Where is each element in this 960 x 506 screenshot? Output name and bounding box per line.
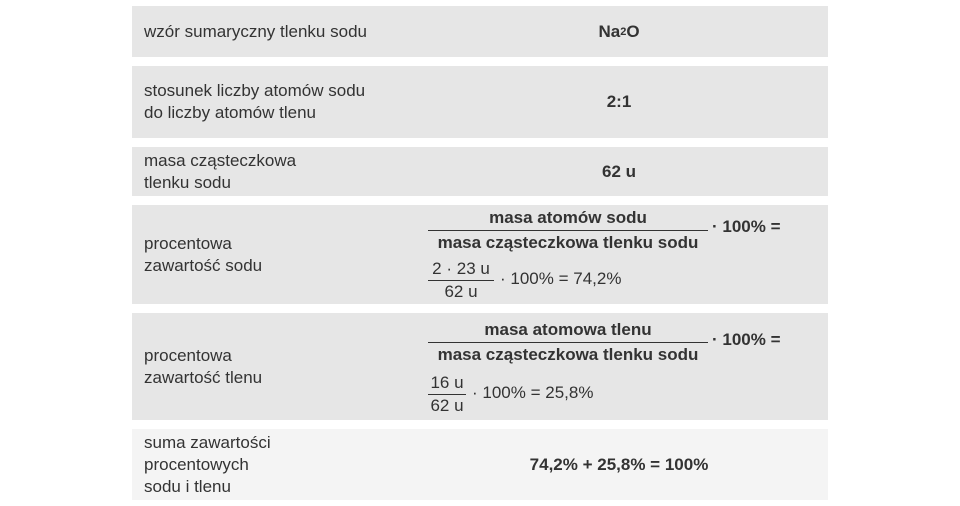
calc-numerator: 2 · 23 u xyxy=(432,259,490,278)
calculation-fraction xyxy=(428,259,494,302)
sodium-percentage-formula xyxy=(428,205,828,304)
table-row-ratio xyxy=(132,66,828,138)
fraction-bar xyxy=(428,230,708,231)
row-label xyxy=(144,313,404,420)
times-hundred-percent: · 100% = xyxy=(712,217,781,236)
row-label-line: sodu i tlenu xyxy=(144,476,231,496)
table-row-molecular-mass xyxy=(132,147,828,196)
row-label xyxy=(144,205,404,304)
table-row-sum xyxy=(132,429,828,500)
table-row-formula xyxy=(132,6,828,57)
row-label-line: procentowych xyxy=(144,454,249,474)
row-label xyxy=(144,147,404,196)
fraction-bar xyxy=(428,342,708,343)
row-label xyxy=(144,429,404,500)
row-label xyxy=(144,6,404,57)
row-label-line: wzór sumaryczny tlenku sodu xyxy=(144,21,367,41)
fraction-numerator: masa atomów sodu xyxy=(489,208,647,227)
calc-result: · 100% = 74,2% xyxy=(500,269,622,288)
row-label-line: zawartość sodu xyxy=(144,255,263,275)
row-label-line: do liczby atomów tlenu xyxy=(144,103,316,122)
row-label-line: tlenku sodu xyxy=(144,172,231,192)
calc-denominator: 62 u xyxy=(430,396,464,415)
definition-fraction xyxy=(428,319,708,366)
formula-base: Na xyxy=(598,21,621,41)
times-hundred-percent: · 100% = xyxy=(712,330,781,349)
fraction-bar xyxy=(428,280,494,281)
row-label-line: procentowa xyxy=(144,345,232,365)
fraction-denominator: masa cząsteczkowa tlenku sodu xyxy=(437,345,699,364)
sum-value: 74,2% + 25,8% = 100% xyxy=(529,454,709,474)
formula-subscript: 2 xyxy=(620,25,627,38)
row-label-line: suma zawartości xyxy=(144,432,271,452)
molecular-mass-value: 62 u xyxy=(601,161,637,181)
table-row-oxygen-percentage xyxy=(132,313,828,420)
row-label-line: stosunek liczby atomów sodu xyxy=(144,81,366,100)
row-label xyxy=(144,66,404,138)
calc-denominator: 62 u xyxy=(444,282,478,301)
row-label-line: zawartość tlenu xyxy=(144,367,263,387)
calc-result: · 100% = 25,8% xyxy=(472,383,594,402)
fraction-numerator: masa atomowa tlenu xyxy=(484,320,652,339)
table-row-sodium-percentage xyxy=(132,205,828,304)
row-label-line: procentowa xyxy=(144,233,232,253)
calculation-fraction xyxy=(428,373,466,416)
fraction-bar xyxy=(428,394,466,395)
fraction-denominator: masa cząsteczkowa tlenku sodu xyxy=(437,233,699,252)
chemical-formula xyxy=(422,6,816,57)
definition-fraction xyxy=(428,207,708,254)
formula-tail: O xyxy=(626,21,640,41)
oxygen-percentage-formula xyxy=(428,313,828,420)
calc-numerator: 16 u xyxy=(430,373,464,392)
ratio-value: 2:1 xyxy=(606,92,632,111)
row-label-line: masa cząsteczkowa xyxy=(144,150,297,170)
